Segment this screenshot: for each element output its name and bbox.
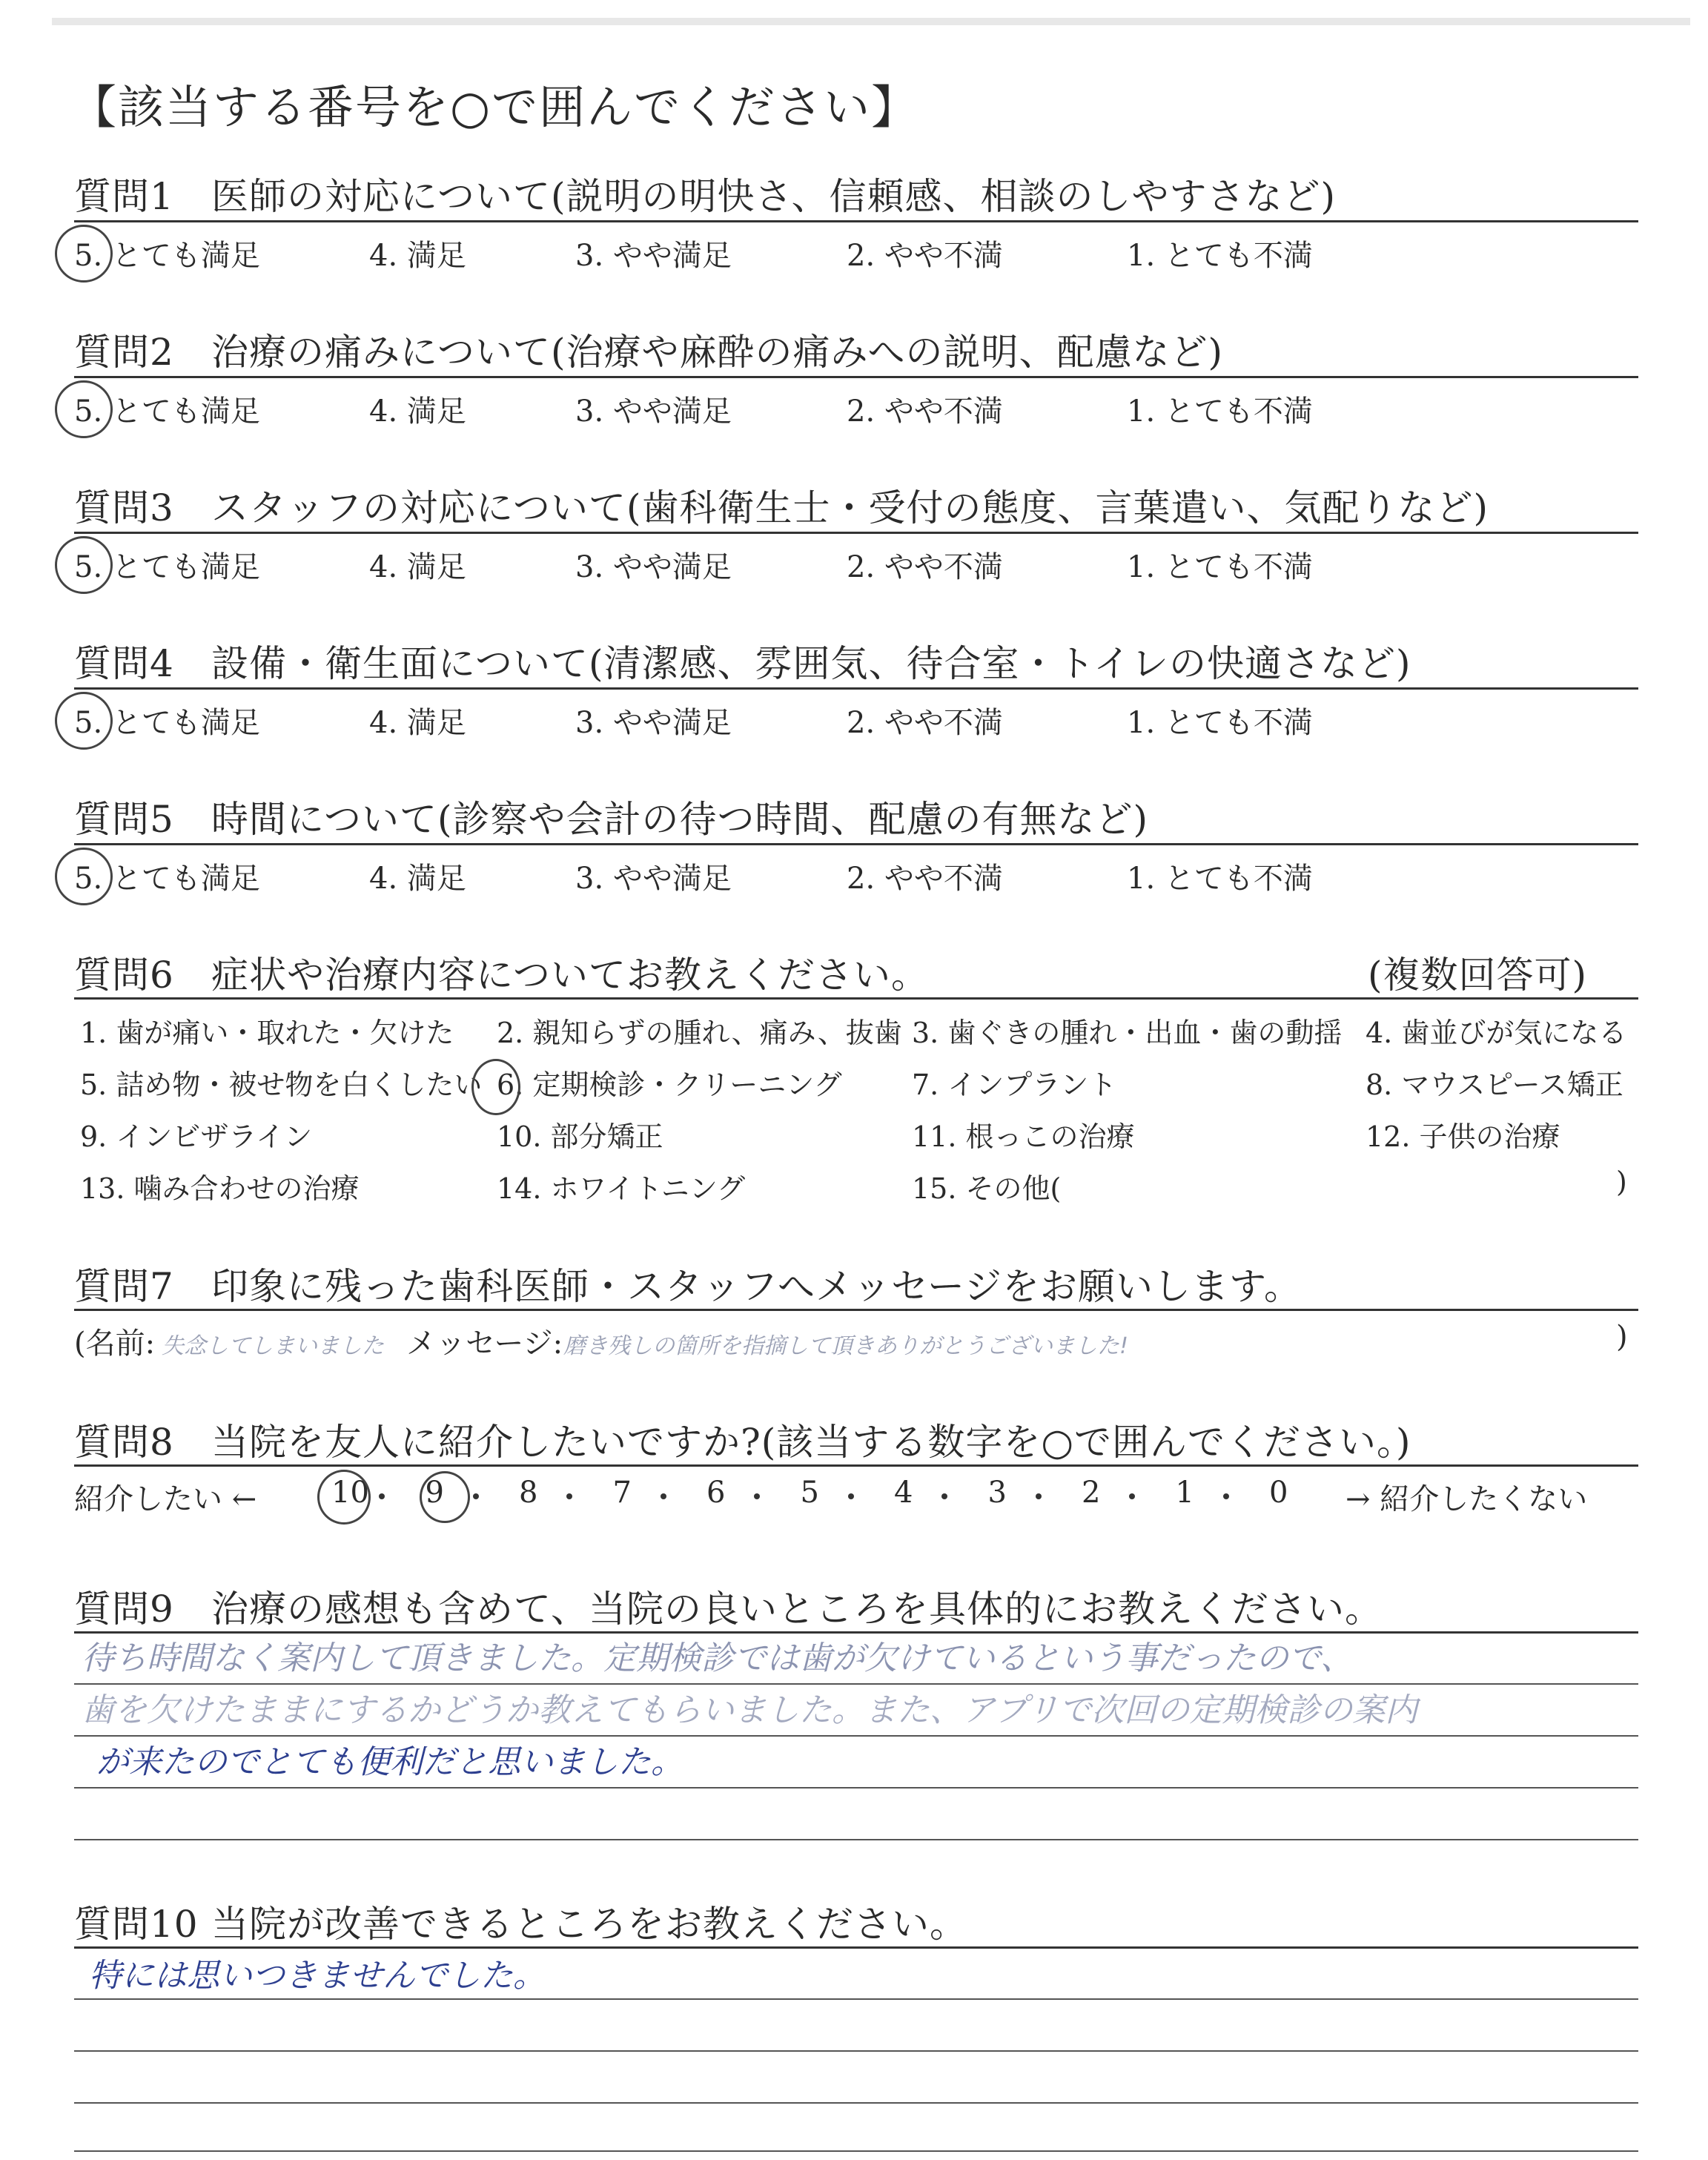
q7-rule <box>74 1309 1638 1311</box>
q6-option-5[interactable]: 5. 詰め物・被せ物を白くしたい <box>80 1069 483 1101</box>
q2-option-3[interactable]: 3. やや満足 <box>575 394 732 429</box>
q8-rule <box>74 1464 1638 1467</box>
q8-text: 当院を友人に紹介したいですか?(該当する数字を○で囲んでください。) <box>211 1421 1411 1464</box>
q2-option-5[interactable]: 5. とても満足 <box>74 394 260 429</box>
q6-option-13[interactable]: 13. 噛み合わせの治療 <box>80 1172 360 1205</box>
form-heading: 【該当する番号を○で囲んでください】 <box>70 80 919 134</box>
q8-scale-7[interactable]: 7 <box>612 1476 632 1510</box>
q1-option-2[interactable]: 2. やや不満 <box>847 239 1003 273</box>
q8-scale-3[interactable]: 3 <box>987 1476 1007 1510</box>
q9-text: 治療の感想も含めて、当院の良いところを具体的にお教えください。 <box>211 1588 1383 1631</box>
q10-answer-line-1: 特には思いつきませんでした。 <box>89 1957 546 1995</box>
q7-name-label: (名前: <box>74 1327 156 1361</box>
q2-text: 治療の痛みについて(治療や麻酔の痛みへの説明、配慮など) <box>211 331 1224 374</box>
q10-label: 質問10 <box>74 1903 199 1946</box>
q6-option-7[interactable]: 7. インプラント <box>912 1069 1117 1101</box>
q2-label: 質問2 <box>74 331 174 374</box>
q1-option-5[interactable]: 5. とても満足 <box>74 239 260 273</box>
q4-label: 質問4 <box>74 642 174 685</box>
q1-text: 医師の対応について(説明の明快さ、信頼感、相談のしやすさなど) <box>211 175 1337 218</box>
q4-option-3[interactable]: 3. やや満足 <box>575 706 732 740</box>
q9-answer-line-2: 歯を欠けたままにするかどうか教えてもらいました。また、アプリで次回の定期検診の案内 <box>82 1691 1418 1729</box>
q5-option-2[interactable]: 2. やや不満 <box>847 862 1003 896</box>
q1-option-4[interactable]: 4. 満足 <box>369 239 466 273</box>
q2-option-2[interactable]: 2. やや不満 <box>847 394 1003 429</box>
q8-scale-5[interactable]: 5 <box>800 1476 819 1510</box>
q6-option-2[interactable]: 2. 親知らずの腫れ、痛み、抜歯 <box>497 1017 902 1049</box>
q6-option-1[interactable]: 1. 歯が痛い・取れた・欠けた <box>80 1017 454 1049</box>
q8-scale-separator <box>566 1493 572 1499</box>
q5-text: 時間について(診察や会計の待つ時間、配慮の有無など) <box>211 798 1149 841</box>
q5-label: 質問5 <box>74 798 174 841</box>
q3-rule <box>74 532 1638 534</box>
q3-answer-circle <box>55 536 113 594</box>
q8-scale-9[interactable]: 9 <box>425 1476 444 1510</box>
q8-scale-separator <box>1129 1493 1135 1499</box>
q8-right-label: → 紹介したくない <box>1345 1482 1588 1516</box>
q4-answer-circle <box>55 692 113 750</box>
q4-rule <box>74 687 1638 690</box>
q4-option-4[interactable]: 4. 満足 <box>369 706 466 740</box>
q8-scale-separator <box>473 1493 479 1499</box>
q8-scale-separator <box>1223 1493 1229 1499</box>
q10-rule-3 <box>74 2050 1638 2052</box>
q7-label: 質問7 <box>74 1265 174 1308</box>
q7-name-value: 失念してしまいました <box>162 1333 384 1359</box>
q10-rule-5 <box>74 2150 1638 2152</box>
q9-rule-4 <box>74 1787 1638 1789</box>
q6-option-6[interactable]: 6. 定期検診・クリーニング <box>497 1069 842 1101</box>
page-top-edge <box>52 18 1690 25</box>
q8-label: 質問8 <box>74 1421 174 1464</box>
q6-option-15[interactable]: 15. その他( <box>912 1172 1062 1205</box>
q4-option-2[interactable]: 2. やや不満 <box>847 706 1003 740</box>
q8-scale-2[interactable]: 2 <box>1082 1476 1101 1510</box>
q1-answer-circle <box>55 225 113 283</box>
q7-message-label: メッセージ: <box>406 1327 563 1361</box>
q3-option-5[interactable]: 5. とても満足 <box>74 550 260 584</box>
q3-option-1[interactable]: 1. とても不満 <box>1127 550 1313 584</box>
q6-rule <box>74 997 1638 1000</box>
q10-rule-4 <box>74 2102 1638 2104</box>
q2-option-4[interactable]: 4. 満足 <box>369 394 466 429</box>
q5-rule <box>74 843 1638 845</box>
q8-scale-10[interactable]: 10 <box>331 1476 369 1510</box>
q6-option-3[interactable]: 3. 歯ぐきの腫れ・出血・歯の動揺 <box>912 1017 1343 1049</box>
q6-option-9[interactable]: 9. インビザライン <box>80 1120 313 1153</box>
q8-scale-0[interactable]: 0 <box>1269 1476 1288 1510</box>
q6-option-8[interactable]: 8. マウスピース矯正 <box>1366 1069 1623 1101</box>
q4-option-5[interactable]: 5. とても満足 <box>74 706 260 740</box>
q8-scale-separator <box>848 1493 854 1499</box>
q9-rule-5 <box>74 1839 1638 1840</box>
q3-option-4[interactable]: 4. 満足 <box>369 550 466 584</box>
q8-scale-8[interactable]: 8 <box>519 1476 538 1510</box>
q8-scale-6[interactable]: 6 <box>706 1476 726 1510</box>
q5-option-1[interactable]: 1. とても不満 <box>1127 862 1313 896</box>
q7-message-value: 磨き残しの箇所を指摘して頂きありがとうございました! <box>563 1333 1129 1359</box>
q6-option-12[interactable]: 12. 子供の治療 <box>1366 1120 1560 1153</box>
q2-option-1[interactable]: 1. とても不満 <box>1127 394 1313 429</box>
q6-option-4[interactable]: 4. 歯並びが気になる <box>1366 1017 1627 1049</box>
q6-note: (複数回答可) <box>1368 954 1588 997</box>
q4-text: 設備・衛生面について(清潔感、雰囲気、待合室・トイレの快適さなど) <box>211 642 1411 685</box>
q5-option-3[interactable]: 3. やや満足 <box>575 862 732 896</box>
q9-answer-line-1: 待ち時間なく案内して頂きました。定期検診では歯が欠けているという事だったので、 <box>82 1639 1354 1677</box>
q6-option-15-close: ) <box>1616 1166 1627 1198</box>
q8-circle-10 <box>317 1470 371 1525</box>
q8-scale-separator <box>1036 1493 1042 1499</box>
q9-label: 質問9 <box>74 1588 174 1631</box>
q7-text: 印象に残った歯科医師・スタッフへメッセージをお願いします。 <box>211 1265 1302 1308</box>
q5-option-5[interactable]: 5. とても満足 <box>74 862 260 896</box>
q6-text: 症状や治療内容についてお教えください。 <box>211 954 929 997</box>
q8-scale-4[interactable]: 4 <box>894 1476 913 1510</box>
q6-option-11[interactable]: 11. 根っこの治療 <box>912 1120 1135 1153</box>
q8-circle-9 <box>420 1471 470 1523</box>
q5-option-4[interactable]: 4. 満足 <box>369 862 466 896</box>
q6-answer-circle <box>471 1059 520 1115</box>
q6-option-14[interactable]: 14. ホワイトニング <box>497 1172 746 1205</box>
q8-scale-separator <box>661 1493 666 1499</box>
q1-label: 質問1 <box>74 175 174 218</box>
q3-text: スタッフの対応について(歯科衛生士・受付の態度、言葉遣い、気配りなど) <box>211 486 1489 529</box>
q1-option-3[interactable]: 3. やや満足 <box>575 239 732 273</box>
q8-scale-1[interactable]: 1 <box>1175 1476 1194 1510</box>
q10-text: 当院が改善できるところをお教えください。 <box>211 1903 967 1946</box>
q10-rule-2 <box>74 1998 1638 2000</box>
q3-label: 質問3 <box>74 486 174 529</box>
q6-option-10[interactable]: 10. 部分矯正 <box>497 1120 663 1153</box>
q2-answer-circle <box>55 380 113 438</box>
q8-scale-separator <box>754 1493 760 1499</box>
q7-close-paren: ) <box>1616 1320 1628 1354</box>
q8-scale-separator <box>379 1493 385 1499</box>
q8-left-label: 紹介したい ← <box>74 1482 257 1516</box>
q9-answer-line-3: が来たのでとても便利だと思いました。 <box>96 1743 683 1781</box>
q2-rule <box>74 376 1638 378</box>
q3-option-2[interactable]: 2. やや不満 <box>847 550 1003 584</box>
q6-label: 質問6 <box>74 954 174 997</box>
q3-option-3[interactable]: 3. やや満足 <box>575 550 732 584</box>
q5-answer-circle <box>55 848 113 905</box>
q1-option-1[interactable]: 1. とても不満 <box>1127 239 1313 273</box>
q1-rule <box>74 220 1638 222</box>
q8-scale-separator <box>941 1493 947 1499</box>
q4-option-1[interactable]: 1. とても不満 <box>1127 706 1313 740</box>
